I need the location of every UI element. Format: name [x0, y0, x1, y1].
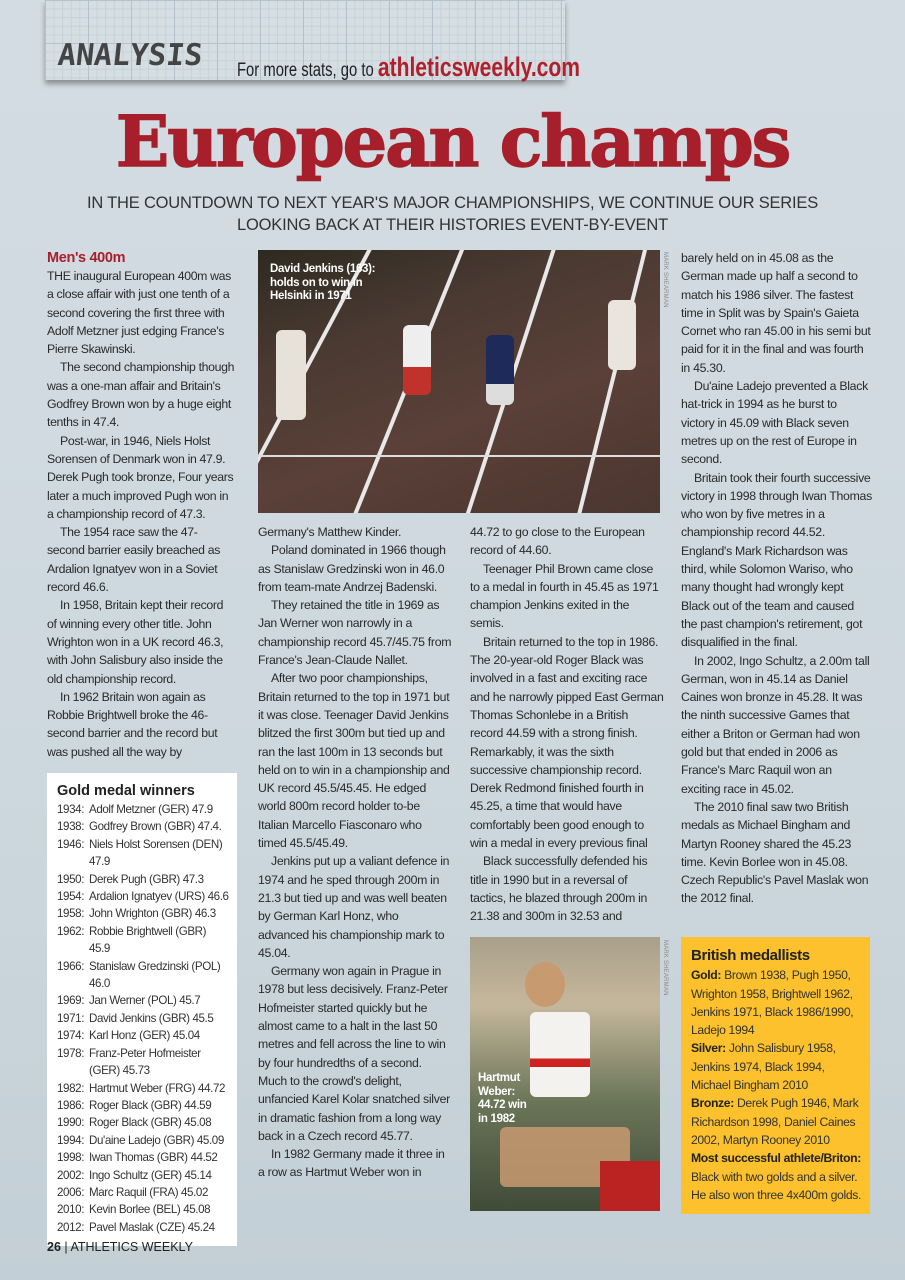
- box-title: British medallists: [691, 947, 810, 964]
- winner-name-time: Karl Honz (GER) 45.04: [89, 1029, 200, 1043]
- section-label: ANALYSIS: [56, 38, 205, 73]
- page-title: European champs: [115, 100, 790, 183]
- winner-year: 2006:: [57, 1185, 85, 1199]
- winner-item: [57, 888, 229, 905]
- label: Bronze:: [691, 1096, 734, 1111]
- winner-name-time: Stanislaw Gredzinski (POL) 46.0: [89, 959, 221, 991]
- most-successful: [691, 1149, 862, 1204]
- article-paragraph: Du'aine Ladejo prevented a Black hat-trick in 1994 as he burst to victory in 45.09 with Black seven metres up on the rest of Europe in second.: [681, 379, 868, 467]
- winner-name-time: Adolf Metzner (GER) 47.9: [89, 803, 213, 816]
- winner-name-time: Franz-Peter Hofmeister (GER) 45.73: [89, 1046, 201, 1078]
- article-paragraph: After two poor championships, Britain returned to the top in 1971 but it was close. Teenager David Jenkins blitzed the first 300m but tied up and ran the last 100m in 13 seconds but held on to win in a championship and UK record 45.5/45.45. He edged world 800m record holder to-be Italian Marcello Fiasconaro who timed 45.5/45.49.: [258, 671, 450, 851]
- winner-year: 1978:: [57, 1046, 85, 1060]
- photo-caption: David Jenkins (163): holds on to win in Helsinki in 1971: [270, 263, 376, 302]
- standfirst-line: LOOKING BACK AT THEIR HISTORIES EVENT-BY-EVENT: [237, 216, 668, 234]
- page-number: 26: [47, 1240, 61, 1254]
- winner-year: 1994:: [57, 1133, 85, 1147]
- article-paragraph: 44.72 to go close to the European record of 44.60.: [470, 525, 645, 558]
- article-column-3: [470, 523, 664, 926]
- british-medallists-box: [681, 937, 870, 1214]
- article-paragraph: In 2002, Ingo Schultz, a 2.00m tall German, won in 45.14 as Daniel Caines won bronze in 45.28. It was the ninth successive Games that either a Briton or German had won gold but that ended in 2006 as France's Marc Raquil won an exciting race in 45.02.: [681, 653, 870, 796]
- value: Derek Pugh 1946, Mark Richardson 1998, Daniel Caines 2002, Martyn Rooney 2010: [691, 1096, 859, 1147]
- winner-item: [57, 801, 229, 818]
- winner-name-time: Derek Pugh (GBR) 47.3: [89, 872, 204, 886]
- page-footer: [47, 1240, 193, 1254]
- winner-item: [57, 1080, 229, 1097]
- winner-name-time: Hartmut Weber (FRG) 44.72: [89, 1081, 226, 1095]
- winner-year: 2012:: [57, 1220, 85, 1234]
- article-paragraph: Teenager Phil Brown came close to a medal in fourth in 45.45 as 1971 champion Jenkins exited in the semis.: [470, 561, 659, 631]
- winner-item: [57, 1219, 229, 1236]
- winner-name-time: Pavel Maslak (CZE) 45.24: [89, 1220, 215, 1234]
- winner-item: [57, 1027, 229, 1044]
- winner-year: 1946:: [57, 837, 85, 851]
- article-paragraph: THE inaugural European 400m was a close affair with just one tenth of a second covering the first three with Adolf Metzner just edging France's Pierre Skawinski.: [47, 269, 231, 357]
- winner-name-time: Du'aine Ladejo (GBR) 45.09: [89, 1133, 224, 1147]
- photo-jenkins-1971: [258, 250, 660, 513]
- site-link[interactable]: athleticsweekly.com: [377, 52, 580, 82]
- winner-name-time: Niels Holst Sorensen (DEN) 47.9: [89, 837, 223, 869]
- winner-name-time: Marc Raquil (FRA) 45.02: [89, 1185, 209, 1199]
- more-stats-text: For more stats, go to: [237, 60, 374, 81]
- winner-item: [57, 1114, 229, 1131]
- winners-list: [57, 801, 229, 1236]
- article-paragraph: They retained the title in 1969 as Jan Werner won narrowly in a championship record 45.7/45.75 from France's Jean-Claude Nallet.: [258, 598, 452, 668]
- winner-year: 1954:: [57, 890, 85, 904]
- article-paragraph: Jenkins put up a valiant defence in 1974 and he sped through 200m in 21.3 but tied up and was well beaten by German Karl Honz, who advanced his championship mark to 45.04.: [258, 854, 450, 960]
- article-paragraph: Black successfully defended his title in 1990 but in a reversal of tactics, he blazed through 200m in 21.38 and 300m in 32.53 and: [470, 854, 648, 924]
- bronze-medallists: [691, 1094, 862, 1149]
- photo-caption: Hartmut Weber: 44.72 win in 1982: [478, 1072, 527, 1125]
- winner-year: 1998:: [57, 1151, 85, 1165]
- winner-year: 1990:: [57, 1116, 85, 1130]
- publication-name: ATHLETICS WEEKLY: [70, 1240, 193, 1254]
- winner-item: [57, 1097, 229, 1114]
- separator: |: [64, 1240, 68, 1254]
- winner-year: 1969:: [57, 994, 85, 1008]
- article-paragraph: Britain took their fourth successive victory in 1998 through Iwan Thomas who won by five metres in a championship record 44.52. England's Mark Richardson was third, while Solomon Wariso, who many thought had wrongly kept Black out of the team and caused the past champion's retirement, got disqualified in the final.: [681, 470, 872, 650]
- winner-item: [57, 905, 229, 922]
- winner-year: 1950:: [57, 872, 85, 886]
- winner-item: [57, 1167, 229, 1184]
- winner-item: [57, 1184, 229, 1201]
- winner-year: 1974:: [57, 1029, 85, 1043]
- winner-name-time: Robbie Brightwell (GBR) 45.9: [89, 924, 207, 956]
- article-paragraph: Poland dominated in 1966 though as Stanislaw Gredzinski won in 46.0 from team-mate Andrzej Badenski.: [258, 543, 446, 594]
- box-title: Gold medal winners: [57, 783, 195, 799]
- winner-name-time: Ingo Schultz (GER) 45.14: [89, 1168, 212, 1182]
- article-paragraph: The 2010 final saw two British medals as Michael Bingham and Martyn Rooney shared the 45.23 time. Kevin Borlee won in 45.08. Czech Republic's Pavel Maslak won the 2012 final.: [681, 799, 869, 906]
- winner-item: [57, 992, 229, 1009]
- article-paragraph: In 1962 Britain won again as Robbie Brightwell broke the 46-second barrier and the record but was pushed all the way by: [47, 689, 218, 759]
- photo-weber-1982: [470, 937, 660, 1211]
- article-heading: Men's 400m: [47, 250, 126, 266]
- winner-name-time: Iwan Thomas (GBR) 44.52: [89, 1151, 218, 1165]
- winner-name-time: John Wrighton (GBR) 46.3: [89, 907, 216, 921]
- standfirst: [40, 192, 865, 236]
- winner-item: [57, 958, 229, 993]
- winner-item: [57, 1201, 229, 1218]
- photo-credit: MARK SHEARMAN: [662, 940, 668, 996]
- winner-item: [57, 923, 229, 958]
- label: Silver:: [691, 1041, 726, 1056]
- article-paragraph: barely held on in 45.08 as the German made up half a second to match his 1986 silver. The fastest time in Split was by Spain's Gaieta Cornet who ran 45.00 in his semi but paid for it in the final and was fourth in 45.30.: [681, 251, 871, 375]
- winner-year: 1971:: [57, 1011, 85, 1025]
- value: Brown 1938, Pugh 1950, Wrighton 1958, Brightwell 1962, Jenkins 1971, Black 1986/1990, Ladejo 1994: [691, 968, 854, 1038]
- winner-name-time: Jan Werner (POL) 45.7: [89, 994, 201, 1008]
- article-paragraph: Post-war, in 1946, Niels Holst Sorensen of Denmark won in 47.9. Derek Pugh took bronze, Four years later a much improved Pugh won in a championship record of 47.3.: [47, 433, 234, 521]
- article-paragraph: Germany won again in Prague in 1978 but less decisively. Franz-Peter Hofmeister started quickly but he almost came to a halt in the last 50 metres and fell across the line to win by four hundredths of a second. Much to the crowd's delight, unfancied Karel Kolar snatched silver in dramatic fashion from a long way back in a Czech record 45.77.: [258, 964, 450, 1143]
- photo-credit: MARK SHEARMAN: [662, 252, 668, 308]
- winner-name-time: Godfrey Brown (GBR) 47.4.: [89, 820, 222, 834]
- article-column-4: [681, 249, 873, 908]
- standfirst-line: IN THE COUNTDOWN TO NEXT YEAR'S MAJOR CHAMPIONSHIPS, WE CONTINUE OUR SERIES: [86, 194, 819, 212]
- value: John Salisbury 1958, Jenkins 1974, Black 1994, Michael Bingham 2010: [691, 1041, 836, 1093]
- winner-year: 1986:: [57, 1098, 85, 1112]
- article-paragraph: In 1982 Germany made it three in a row as Hartmut Weber won in: [258, 1147, 445, 1180]
- winner-year: 1966:: [57, 959, 85, 973]
- article-paragraph: In 1958, Britain kept their record of winning every other title. John Wrighton won in a UK record 46.3, with John Salisbury also inside the old championship record.: [47, 598, 224, 686]
- winner-name-time: Kevin Borlee (BEL) 45.08: [89, 1203, 211, 1217]
- winner-year: 1982:: [57, 1081, 85, 1095]
- winner-item: [57, 1045, 229, 1080]
- label: Most successful athlete/Briton:: [691, 1151, 861, 1166]
- article-paragraph: Germany's Matthew Kinder.: [258, 525, 402, 539]
- winner-year: 2010:: [57, 1203, 85, 1217]
- winner-year: 1934:: [57, 803, 85, 816]
- label: Gold:: [691, 968, 722, 983]
- article-paragraph: The 1954 race saw the 47-second barrier easily breached as Ardalion Ignatyev won in a Soviet record 46.6.: [47, 525, 221, 595]
- winner-year: 1938:: [57, 820, 85, 834]
- winner-name-time: Ardalion Ignatyev (URS) 46.6: [89, 890, 229, 904]
- gold-medallists: [691, 966, 862, 1039]
- winner-item: [57, 871, 229, 888]
- winner-year: 2002:: [57, 1168, 85, 1182]
- article-paragraph: Britain returned to the top in 1986. The 20-year-old Roger Black was involved in a fast and exciting race and he narrowly pipped East German Thomas Schonlebe in a British record 44.59 with a strong finish. Remarkably, it was the sixth successive championship record. Derek Redmond finished fourth in 45.25, a time that would have comfortably been good enough to win a medal in every previous final: [470, 634, 664, 851]
- winner-name-time: Roger Black (GBR) 45.08: [89, 1116, 212, 1130]
- winner-year: 1958:: [57, 907, 85, 921]
- more-stats-line: [237, 52, 580, 83]
- winner-item: [57, 1149, 229, 1166]
- winner-item: [57, 818, 229, 835]
- winner-item: [57, 836, 229, 871]
- article-column-2: [258, 523, 452, 1182]
- winner-name-time: Roger Black (GBR) 44.59: [89, 1098, 212, 1112]
- value: Black with two golds and a silver. He also won three 4x400m golds.: [691, 1169, 862, 1202]
- gold-medal-winners-box: [47, 773, 237, 1246]
- article-paragraph: The second championship though was a one-man affair and Britain's Godfrey Brown won by a huge eight tenths in 47.4.: [47, 360, 235, 430]
- winner-year: 1962:: [57, 924, 85, 938]
- winner-item: [57, 1010, 229, 1027]
- winner-name-time: David Jenkins (GBR) 45.5: [89, 1011, 214, 1025]
- silver-medallists: [691, 1039, 862, 1094]
- winner-item: [57, 1132, 229, 1149]
- article-column-1: [47, 249, 235, 761]
